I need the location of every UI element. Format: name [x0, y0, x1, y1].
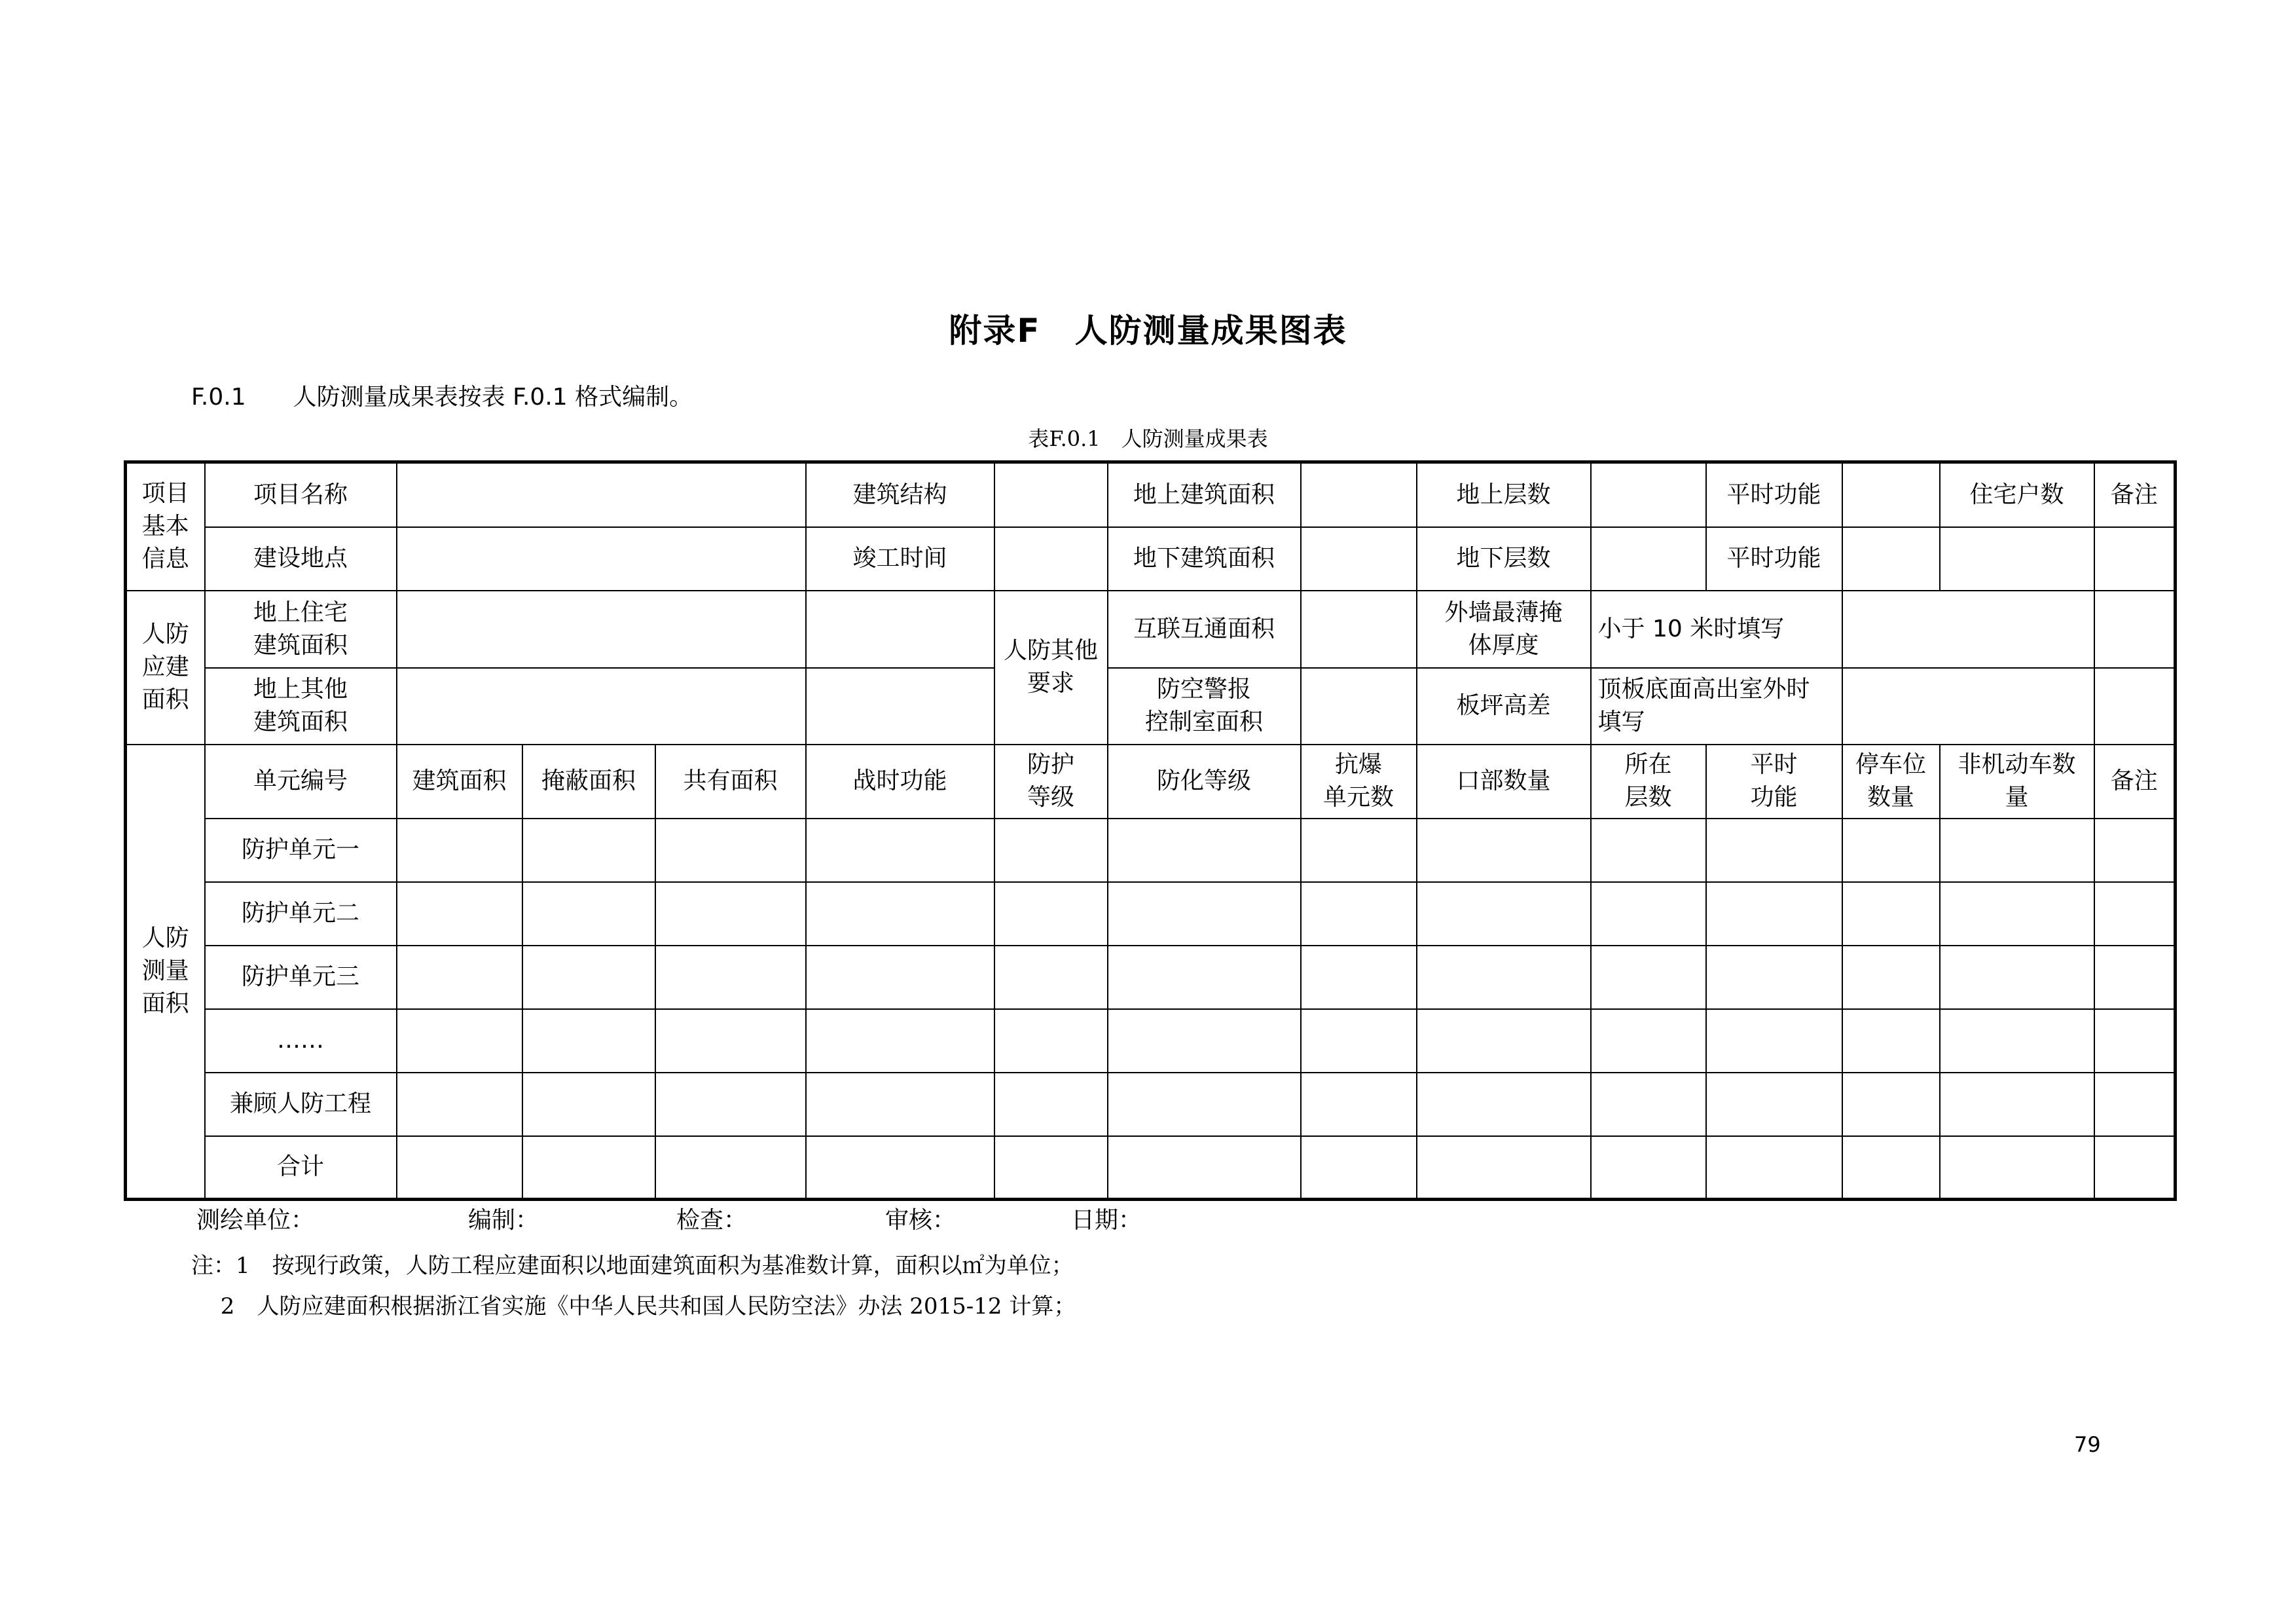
- data-cell[interactable]: [806, 1009, 994, 1073]
- civil-defense-survey-table: [124, 460, 2177, 1201]
- data-cell[interactable]: [2094, 1009, 2176, 1073]
- data-cell[interactable]: [522, 882, 655, 946]
- cell-row4-blank[interactable]: [1842, 668, 2094, 745]
- label-below-ground-area: 地下建筑面积: [1108, 527, 1301, 591]
- data-cell[interactable]: [397, 946, 522, 1009]
- data-cell[interactable]: [1591, 819, 1706, 882]
- data-cell[interactable]: [522, 946, 655, 1009]
- data-cell[interactable]: [1108, 882, 1301, 946]
- data-cell[interactable]: [1940, 819, 2094, 882]
- signature-survey-unit: 测绘单位：: [196, 1207, 315, 1234]
- cell-row3-blank[interactable]: [1842, 591, 2094, 668]
- data-cell[interactable]: [655, 1136, 806, 1200]
- label-project-name: 项目名称: [205, 462, 397, 527]
- cell-remark-value[interactable]: [2094, 527, 2176, 591]
- cell-other-extra[interactable]: [806, 668, 994, 745]
- cell-above-residential-value[interactable]: [397, 591, 806, 668]
- data-cell[interactable]: [1417, 819, 1591, 882]
- row-label-unit-3: 防护单元三: [205, 946, 397, 1009]
- data-cell[interactable]: [806, 819, 994, 882]
- data-cell[interactable]: [994, 819, 1108, 882]
- label-interconnect-area: 互联互通面积: [1108, 591, 1301, 668]
- table-caption: 表F.0.1 人防测量成果表: [1028, 426, 1268, 451]
- label-peacetime-function: 平时功能: [1706, 462, 1842, 527]
- cell-households-value[interactable]: [1940, 527, 2094, 591]
- data-cell[interactable]: [1417, 946, 1591, 1009]
- data-cell[interactable]: [2094, 1073, 2176, 1136]
- cell-row4-remark[interactable]: [2094, 668, 2176, 745]
- label-peacetime-function-2: 平时功能: [1706, 527, 1842, 591]
- header-peacetime-function: 平时 功能: [1706, 745, 1842, 819]
- data-cell[interactable]: [1842, 882, 1940, 946]
- header-remark: 备注: [2094, 745, 2176, 819]
- data-cell[interactable]: [1417, 1136, 1591, 1200]
- signature-reviewed: 审核：: [885, 1207, 957, 1234]
- data-cell[interactable]: [1706, 1136, 1842, 1200]
- data-cell[interactable]: [806, 946, 994, 1009]
- data-cell[interactable]: [1108, 819, 1301, 882]
- header-unit-number: 单元编号: [205, 745, 397, 819]
- label-completion-time: 竣工时间: [806, 527, 994, 591]
- data-cell[interactable]: [1301, 1136, 1417, 1200]
- data-cell[interactable]: [1591, 1073, 1706, 1136]
- data-cell[interactable]: [806, 882, 994, 946]
- header-wartime-function: 战时功能: [806, 745, 994, 819]
- section-measured-area: 人防 测量 面积: [126, 745, 205, 1200]
- cell-above-area-value[interactable]: [1301, 462, 1417, 527]
- notes-block: [191, 1246, 1076, 1327]
- data-cell[interactable]: [2094, 946, 2176, 1009]
- cell-above-other-value[interactable]: [397, 668, 806, 745]
- data-cell[interactable]: [1842, 1073, 1940, 1136]
- data-cell[interactable]: [994, 1009, 1108, 1073]
- data-cell[interactable]: [1940, 1009, 2094, 1073]
- data-cell[interactable]: [522, 1136, 655, 1200]
- row-label-unit-1: 防护单元一: [205, 819, 397, 882]
- data-cell[interactable]: [1108, 1009, 1301, 1073]
- data-cell[interactable]: [1706, 1073, 1842, 1136]
- clause-text: F.0.1 人防测量成果表按表 F.0.1 格式编制。: [191, 384, 693, 411]
- signature-compiled: 编制：: [468, 1207, 539, 1234]
- header-parking-spaces: 停车位 数量: [1842, 745, 1940, 819]
- cell-completion-value[interactable]: [994, 527, 1108, 591]
- data-cell[interactable]: [655, 946, 806, 1009]
- cell-below-floors-value[interactable]: [1591, 527, 1706, 591]
- data-cell[interactable]: [522, 819, 655, 882]
- header-entrance-count: 口部数量: [1417, 745, 1591, 819]
- data-cell[interactable]: [1706, 1009, 1842, 1073]
- data-cell[interactable]: [1842, 946, 1940, 1009]
- data-cell[interactable]: [1417, 882, 1591, 946]
- data-cell[interactable]: [397, 1073, 522, 1136]
- label-building-structure: 建筑结构: [806, 462, 994, 527]
- data-cell[interactable]: [1591, 1136, 1706, 1200]
- label-above-other-area: 地上其他 建筑面积: [205, 668, 397, 745]
- data-cell[interactable]: [522, 1009, 655, 1073]
- page-number: 79: [2074, 1432, 2101, 1457]
- note-2: 2 人防应建面积根据浙江省实施《中华人民共和国人民防空法》办法 2015-12 计算；: [191, 1293, 1076, 1320]
- row-label-ellipsis: ……: [205, 1009, 397, 1073]
- row-label-unit-2: 防护单元二: [205, 882, 397, 946]
- cell-structure-value[interactable]: [994, 462, 1108, 527]
- data-cell[interactable]: [1301, 819, 1417, 882]
- data-cell[interactable]: [994, 946, 1108, 1009]
- label-above-ground-floors: 地上层数: [1417, 462, 1591, 527]
- cell-residential-extra[interactable]: [806, 591, 994, 668]
- label-construction-site: 建设地点: [205, 527, 397, 591]
- data-cell[interactable]: [397, 1136, 522, 1200]
- header-chemical-protection-level: 防化等级: [1108, 745, 1301, 819]
- data-cell[interactable]: [1940, 1073, 2094, 1136]
- data-cell[interactable]: [994, 1073, 1108, 1136]
- label-floor-height-diff: 板坪高差: [1417, 668, 1591, 745]
- header-building-area: 建筑面积: [397, 745, 522, 819]
- data-cell[interactable]: [1940, 882, 2094, 946]
- data-cell[interactable]: [1591, 882, 1706, 946]
- cell-peace-function-value[interactable]: [1842, 462, 1940, 527]
- data-cell[interactable]: [2094, 882, 2176, 946]
- cell-height-diff-note[interactable]: 顶板底面高出室外时 填写: [1591, 668, 1842, 745]
- cell-peace-function-2-value[interactable]: [1842, 527, 1940, 591]
- data-cell[interactable]: [1940, 1136, 2094, 1200]
- data-cell[interactable]: [1940, 946, 2094, 1009]
- cell-wall-thickness-note[interactable]: 小于 10 米时填写: [1591, 591, 1842, 668]
- cell-location-value[interactable]: [397, 527, 806, 591]
- cell-above-floors-value[interactable]: [1591, 462, 1706, 527]
- note-1: 注：1 按现行政策，人防工程应建面积以地面建筑面积为基准数计算，面积以㎡为单位；: [191, 1253, 1074, 1279]
- appendix-title: 附录F 人防测量成果图表: [949, 312, 1347, 350]
- cell-row3-remark[interactable]: [2094, 591, 2176, 668]
- data-cell[interactable]: [655, 1073, 806, 1136]
- data-cell[interactable]: [397, 1009, 522, 1073]
- label-below-ground-floors: 地下层数: [1417, 527, 1591, 591]
- data-cell[interactable]: [1842, 1136, 1940, 1200]
- cell-alarm-room-value[interactable]: [1301, 668, 1417, 745]
- label-above-ground-area: 地上建筑面积: [1108, 462, 1301, 527]
- label-alarm-room-area: 防空警报 控制室面积: [1108, 668, 1301, 745]
- data-cell[interactable]: [1706, 882, 1842, 946]
- section-basic-info: 项目 基本 信息: [126, 462, 205, 591]
- data-cell[interactable]: [1301, 882, 1417, 946]
- data-cell[interactable]: [1706, 946, 1842, 1009]
- data-cell[interactable]: [1591, 1009, 1706, 1073]
- data-cell[interactable]: [397, 882, 522, 946]
- header-shared-area: 共有面积: [655, 745, 806, 819]
- signature-date: 日期：: [1071, 1207, 1142, 1234]
- signature-checked: 检查：: [676, 1207, 748, 1234]
- data-cell[interactable]: [1417, 1009, 1591, 1073]
- data-cell[interactable]: [1842, 1009, 1940, 1073]
- header-blast-units: 抗爆 单元数: [1301, 745, 1417, 819]
- label-other-requirements: 人防其他 要求: [994, 591, 1108, 745]
- label-remark: 备注: [2094, 462, 2176, 527]
- label-households: 住宅户数: [1940, 462, 2094, 527]
- data-cell[interactable]: [1417, 1073, 1591, 1136]
- data-cell[interactable]: [994, 1136, 1108, 1200]
- data-cell[interactable]: [522, 1073, 655, 1136]
- data-cell[interactable]: [2094, 819, 2176, 882]
- data-cell[interactable]: [1301, 1009, 1417, 1073]
- header-protection-level: 防护 等级: [994, 745, 1108, 819]
- header-non-motor-vehicles: 非机动车数 量: [1940, 745, 2094, 819]
- header-located-floors: 所在 层数: [1591, 745, 1706, 819]
- data-cell[interactable]: [397, 819, 522, 882]
- data-cell[interactable]: [1706, 819, 1842, 882]
- data-cell[interactable]: [1108, 1136, 1301, 1200]
- data-cell[interactable]: [1591, 946, 1706, 1009]
- section-required-area: 人防 应建 面积: [126, 591, 205, 745]
- data-cell[interactable]: [1108, 1073, 1301, 1136]
- data-cell[interactable]: [806, 1136, 994, 1200]
- row-label-dual-use: 兼顾人防工程: [205, 1073, 397, 1136]
- data-cell[interactable]: [1301, 1073, 1417, 1136]
- data-cell[interactable]: [1842, 819, 1940, 882]
- cell-below-area-value[interactable]: [1301, 527, 1417, 591]
- label-wall-thickness: 外墙最薄掩 体厚度: [1417, 591, 1591, 668]
- row-label-total: 合计: [205, 1136, 397, 1200]
- label-above-residential-area: 地上住宅 建筑面积: [205, 591, 397, 668]
- data-cell[interactable]: [655, 1009, 806, 1073]
- data-cell[interactable]: [1301, 946, 1417, 1009]
- data-cell[interactable]: [806, 1073, 994, 1136]
- data-cell[interactable]: [655, 882, 806, 946]
- header-shelter-area: 掩蔽面积: [522, 745, 655, 819]
- data-cell[interactable]: [2094, 1136, 2176, 1200]
- data-cell[interactable]: [655, 819, 806, 882]
- cell-interconnect-value[interactable]: [1301, 591, 1417, 668]
- data-cell[interactable]: [994, 882, 1108, 946]
- cell-project-name-value[interactable]: [397, 462, 806, 527]
- data-cell[interactable]: [1108, 946, 1301, 1009]
